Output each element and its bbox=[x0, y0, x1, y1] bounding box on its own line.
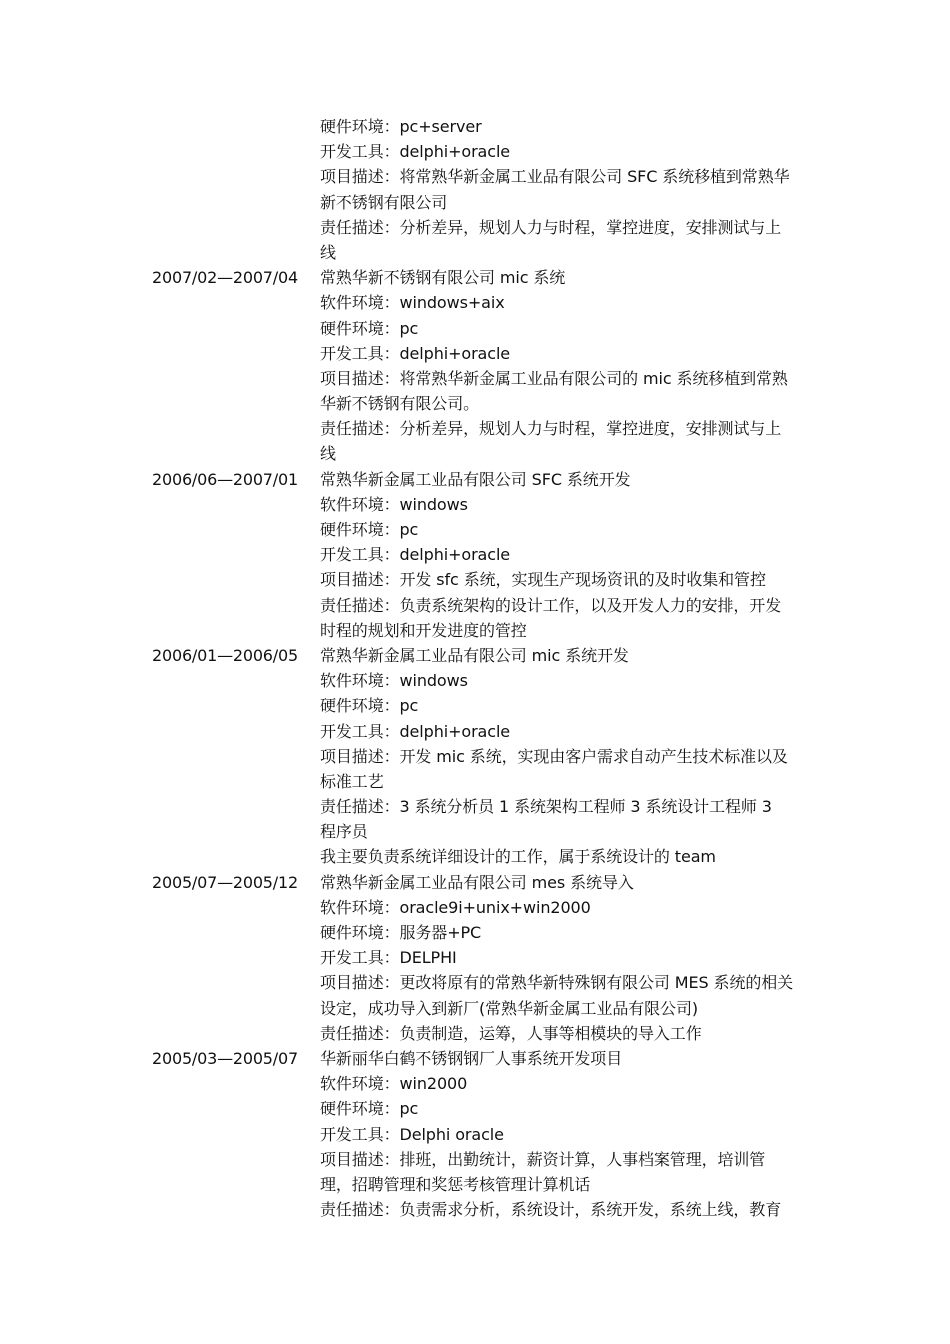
text-line bbox=[150, 819, 820, 844]
text-line bbox=[150, 844, 820, 869]
text-line bbox=[150, 970, 820, 995]
line-text: 硬件环境：服务器+PC bbox=[320, 923, 482, 942]
line-text: 责任描述：负责需求分析，系统设计，系统开发，系统上线，教育 bbox=[320, 1200, 782, 1220]
line-text: 责任描述：分析差异，规划人力与时程，掌控进度，安排测试与上 bbox=[320, 419, 782, 439]
text-line bbox=[150, 719, 820, 744]
project-title: 常熟华新金属工业品有限公司 mes 系统导入 bbox=[320, 872, 634, 892]
line-text: 项目描述：排班，出勤统计，薪资计算，人事档案管理，培训管 bbox=[320, 1149, 766, 1169]
line-text: 责任描述：3 系统分析员 1 系统架构工程师 3 系统设计工程师 3 bbox=[320, 797, 772, 817]
text-line bbox=[150, 215, 820, 240]
line-text: 开发工具：delphi+oracle bbox=[320, 545, 511, 565]
text-line bbox=[150, 895, 820, 920]
text-line bbox=[150, 744, 820, 769]
line-text: 硬件环境：pc+server bbox=[320, 117, 482, 136]
text-line bbox=[150, 316, 820, 341]
text-line bbox=[150, 618, 820, 643]
text-line bbox=[150, 794, 820, 819]
text-line bbox=[150, 1147, 820, 1172]
text-line bbox=[150, 391, 820, 416]
project-title: 华新丽华白鹤不锈钢钢厂人事系统开发项目 bbox=[320, 1048, 623, 1068]
text-line bbox=[150, 1172, 820, 1197]
line-text: 开发工具：delphi+oracle bbox=[320, 343, 511, 363]
project-title: 常熟华新金属工业品有限公司 mic 系统开发 bbox=[320, 645, 629, 665]
line-text: 项目描述：将常熟华新金属工业品有限公司 SFC 系统移植到常熟华 bbox=[320, 167, 790, 187]
line-text: 时程的规划和开发进度的管控 bbox=[320, 620, 527, 640]
project-date-range: 2006/01—2006/05 bbox=[152, 645, 298, 665]
text-line bbox=[150, 996, 820, 1021]
line-text: 硬件环境：pc bbox=[320, 318, 419, 338]
line-text: 开发工具：DELPHI bbox=[320, 948, 457, 968]
text-line bbox=[150, 366, 820, 391]
project-date-range: 2005/03—2005/07 bbox=[152, 1048, 298, 1068]
line-text: 硬件环境：pc bbox=[320, 520, 419, 539]
line-text: 项目描述：将常熟华新金属工业品有限公司的 mic 系统移植到常熟 bbox=[320, 368, 788, 388]
line-text: 项目描述：开发 mic 系统，实现由客户需求自动产生技术标准以及 bbox=[320, 746, 788, 766]
text-line bbox=[150, 769, 820, 794]
text-line bbox=[150, 593, 820, 618]
line-text: 硬件环境：pc bbox=[320, 696, 419, 716]
line-text: 华新不锈钢有限公司。 bbox=[320, 394, 480, 414]
text-line bbox=[150, 668, 820, 693]
text-line bbox=[150, 567, 820, 592]
project-title: 常熟华新不锈钢有限公司 mic 系统 bbox=[320, 268, 566, 288]
line-text: 责任描述：负责制造，运筹，人事等相模块的导入工作 bbox=[320, 1023, 702, 1043]
line-text: 设定，成功导入到新厂(常熟华新金属工业品有限公司) bbox=[320, 998, 698, 1018]
line-text: 开发工具：delphi+oracle bbox=[320, 142, 511, 162]
line-text: 软件环境：windows+aix bbox=[320, 293, 505, 313]
project-header-line bbox=[150, 643, 820, 668]
line-text: 我主要负责系统详细设计的工作，属于系统设计的 team bbox=[320, 847, 716, 867]
project-date-range: 2007/02—2007/04 bbox=[152, 268, 298, 288]
text-line bbox=[150, 416, 820, 441]
text-line bbox=[150, 1096, 820, 1121]
project-header-line bbox=[150, 467, 820, 492]
text-line bbox=[150, 290, 820, 315]
project-date-range: 2005/07—2005/12 bbox=[152, 872, 298, 892]
line-text: 责任描述：负责系统架构的设计工作，以及开发人力的安排，开发 bbox=[320, 595, 782, 615]
text-line bbox=[150, 441, 820, 466]
text-line bbox=[150, 114, 820, 139]
text-line bbox=[150, 920, 820, 945]
line-text: 开发工具：delphi+oracle bbox=[320, 721, 511, 741]
line-text: 软件环境：windows bbox=[320, 494, 468, 514]
text-line bbox=[150, 1071, 820, 1096]
text-line bbox=[150, 517, 820, 542]
text-line bbox=[150, 190, 820, 215]
text-line bbox=[150, 341, 820, 366]
text-line bbox=[150, 1197, 820, 1222]
project-header-line bbox=[150, 265, 820, 290]
text-line bbox=[150, 1122, 820, 1147]
text-line bbox=[150, 240, 820, 265]
line-text: 程序员 bbox=[320, 822, 368, 842]
line-text: 责任描述：分析差异，规划人力与时程，掌控进度，安排测试与上 bbox=[320, 217, 782, 237]
text-line bbox=[150, 492, 820, 517]
text-line bbox=[150, 945, 820, 970]
line-text: 标准工艺 bbox=[320, 771, 384, 791]
line-text: 开发工具：Delphi oracle bbox=[320, 1124, 504, 1144]
line-text: 线 bbox=[320, 444, 336, 464]
line-text: 线 bbox=[320, 242, 336, 262]
line-text: 硬件环境：pc bbox=[320, 1099, 419, 1119]
project-header-line bbox=[150, 870, 820, 895]
resume-project-list bbox=[150, 114, 820, 1222]
line-text: 软件环境：win2000 bbox=[320, 1074, 468, 1094]
line-text: 软件环境：windows bbox=[320, 671, 468, 691]
line-text: 项目描述：更改将原有的常熟华新特殊钢有限公司 MES 系统的相关 bbox=[320, 973, 794, 993]
project-header-line bbox=[150, 1046, 820, 1071]
line-text: 项目描述：开发 sfc 系统，实现生产现场资讯的及时收集和管控 bbox=[320, 570, 766, 590]
line-text: 新不锈钢有限公司 bbox=[320, 192, 448, 212]
project-date-range: 2006/06—2007/01 bbox=[152, 469, 298, 489]
text-line bbox=[150, 542, 820, 567]
text-line bbox=[150, 693, 820, 718]
text-line bbox=[150, 164, 820, 189]
text-line bbox=[150, 1021, 820, 1046]
line-text: 理，招聘管理和奖惩考核管理计算机话 bbox=[320, 1174, 591, 1194]
line-text: 软件环境：oracle9i+unix+win2000 bbox=[320, 897, 591, 917]
text-line bbox=[150, 139, 820, 164]
project-title: 常熟华新金属工业品有限公司 SFC 系统开发 bbox=[320, 469, 631, 489]
